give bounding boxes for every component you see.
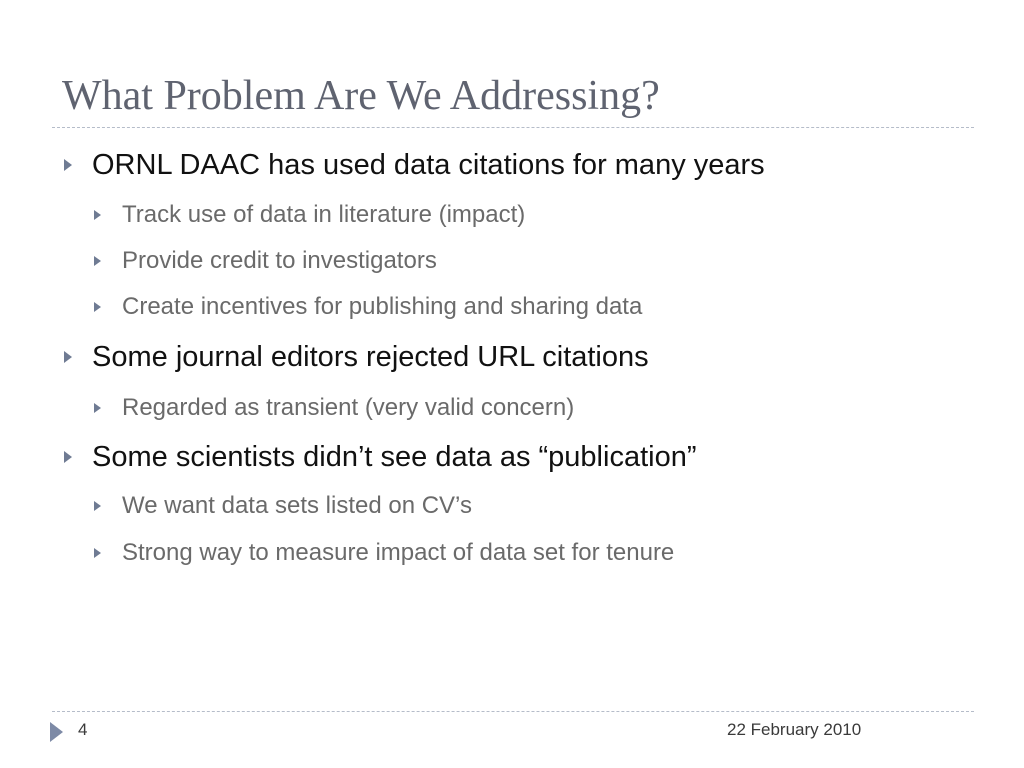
bullet-arrow-icon	[64, 159, 72, 171]
bullet-arrow-icon	[94, 501, 101, 511]
footer-date: 22 February 2010	[727, 720, 862, 739]
sub-bullet-text: Regarded as transient (very valid concern)	[122, 394, 575, 421]
bullet-text: Some journal editors rejected URL citations	[92, 341, 649, 373]
bullet-arrow-icon	[94, 210, 101, 220]
bullet-arrow-icon	[64, 351, 72, 363]
title-divider	[52, 127, 974, 128]
sub-bullet-text: We want data sets listed on CV’s	[122, 492, 472, 519]
footer-arrow-icon	[50, 722, 63, 742]
bullet-arrow-icon	[94, 548, 101, 558]
bullet-arrow-icon	[94, 302, 101, 312]
bullet-text: Some scientists didn’t see data as “publication”	[92, 441, 697, 473]
sub-bullet-text: Create incentives for publishing and sharing data	[122, 293, 643, 320]
bullet-arrow-icon	[94, 403, 101, 413]
bullet-arrow-icon	[64, 451, 72, 463]
page-number: 4	[78, 720, 88, 739]
sub-bullet-text: Track use of data in literature (impact)	[122, 201, 526, 228]
footer-divider	[52, 711, 974, 712]
sub-bullet-text: Provide credit to investigators	[122, 247, 437, 274]
sub-bullet-text: Strong way to measure impact of data set for tenure	[122, 539, 675, 566]
slide-title: What Problem Are We Addressing?	[62, 73, 660, 119]
bullet-arrow-icon	[94, 256, 101, 266]
bullet-text: ORNL DAAC has used data citations for many years	[92, 149, 765, 181]
